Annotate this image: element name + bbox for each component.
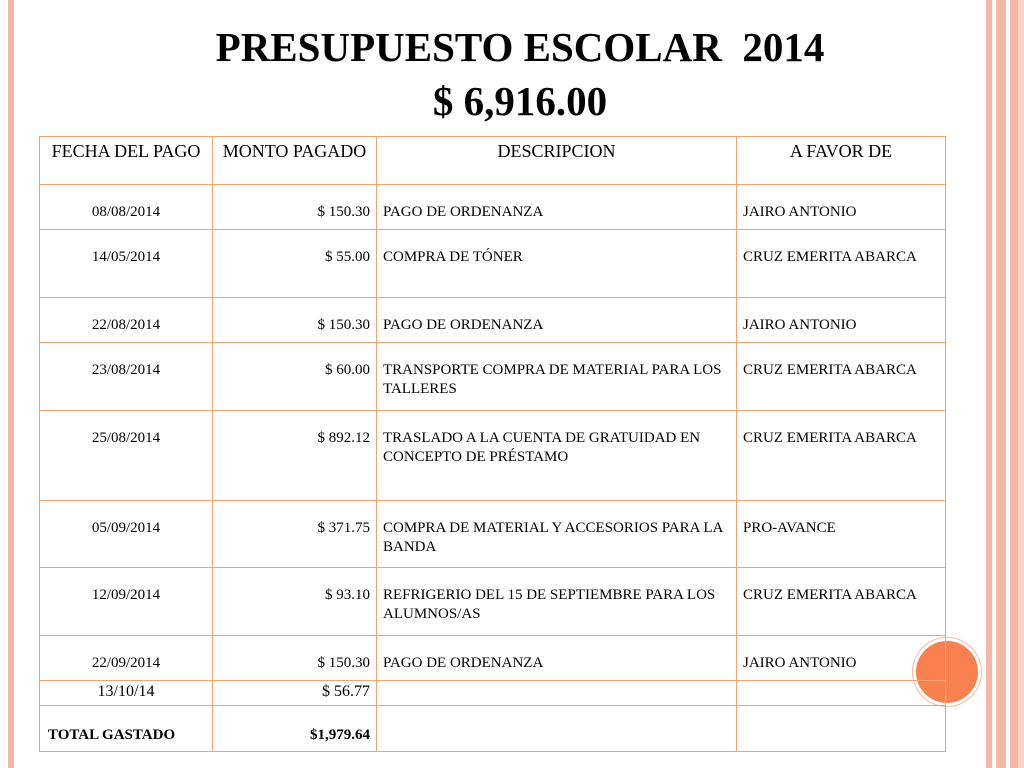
table-row [40, 343, 946, 411]
cell-favor: CRUZ EMERITA ABARCA [737, 568, 946, 636]
table-row [40, 411, 946, 501]
cell-fecha: 22/09/2014 [40, 636, 213, 681]
table-row [40, 185, 946, 230]
cell-descripcion: TRASLADO A LA CUENTA DE GRATUIDAD EN CONCEPTO DE PRÉSTAMO [377, 411, 737, 501]
cell-descripcion: COMPRA DE MATERIAL Y ACCESORIOS PARA LA BANDA [377, 501, 737, 568]
cell-fecha: 13/10/14 [40, 681, 213, 706]
total-empty-cell [737, 706, 946, 752]
cell-monto: $ 93.10 [213, 568, 377, 636]
cell-fecha: 23/08/2014 [40, 343, 213, 411]
cell-favor: PRO-AVANCE [737, 501, 946, 568]
cell-descripcion: PAGO DE ORDENANZA [377, 298, 737, 343]
cell-favor: JAIRO ANTONIO [737, 298, 946, 343]
cell-favor: JAIRO ANTONIO [737, 185, 946, 230]
cell-monto: $ 55.00 [213, 230, 377, 298]
total-budget: $ 6,916.00 [432, 78, 608, 124]
table-row [40, 568, 946, 636]
cell-descripcion: PAGO DE ORDENANZA [377, 636, 737, 681]
cell-favor [737, 681, 946, 706]
cell-fecha: 05/09/2014 [40, 501, 213, 568]
cell-descripcion: COMPRA DE TÓNER [377, 230, 737, 298]
cell-monto: $ 892.12 [213, 411, 377, 501]
header-favor: A FAVOR DE [737, 137, 946, 185]
cell-favor: CRUZ EMERITA ABARCA [737, 230, 946, 298]
cell-favor: JAIRO ANTONIO [737, 636, 946, 681]
table-row [40, 681, 946, 706]
cell-monto: $ 56.77 [213, 681, 377, 706]
cell-fecha: 08/08/2014 [40, 185, 213, 230]
table-row [40, 636, 946, 681]
table-header-row [40, 137, 946, 185]
cell-descripcion: REFRIGERIO DEL 15 DE SEPTIEMBRE PARA LOS ALUMNOS/AS [377, 568, 737, 636]
header-monto: MONTO PAGADO [213, 137, 377, 185]
cell-favor: CRUZ EMERITA ABARCA [737, 343, 946, 411]
cell-monto: $ 150.30 [213, 185, 377, 230]
cell-fecha: 14/05/2014 [40, 230, 213, 298]
page-title: PRESUPUESTO ESCOLAR 2014 [215, 24, 825, 70]
cell-fecha: 12/09/2014 [40, 568, 213, 636]
cell-descripcion: PAGO DE ORDENANZA [377, 185, 737, 230]
cell-descripcion: TRANSPORTE COMPRA DE MATERIAL PARA LOS TALLERES [377, 343, 737, 411]
total-row [40, 706, 946, 752]
cell-favor: CRUZ EMERITA ABARCA [737, 411, 946, 501]
payments-table [39, 136, 946, 752]
total-label: TOTAL GASTADO [40, 706, 213, 752]
cell-monto: $ 150.30 [213, 298, 377, 343]
cell-monto: $ 150.30 [213, 636, 377, 681]
cell-fecha: 25/08/2014 [40, 411, 213, 501]
table-row [40, 230, 946, 298]
cell-monto: $ 60.00 [213, 343, 377, 411]
cell-fecha: 22/08/2014 [40, 298, 213, 343]
header-descripcion: DESCRIPCION [377, 137, 737, 185]
table-row [40, 298, 946, 343]
table-row [40, 501, 946, 568]
header-fecha: FECHA DEL PAGO [40, 137, 213, 185]
cell-descripcion [377, 681, 737, 706]
total-empty-cell [377, 706, 737, 752]
cell-monto: $ 371.75 [213, 501, 377, 568]
total-amount: $1,979.64 [213, 706, 377, 752]
